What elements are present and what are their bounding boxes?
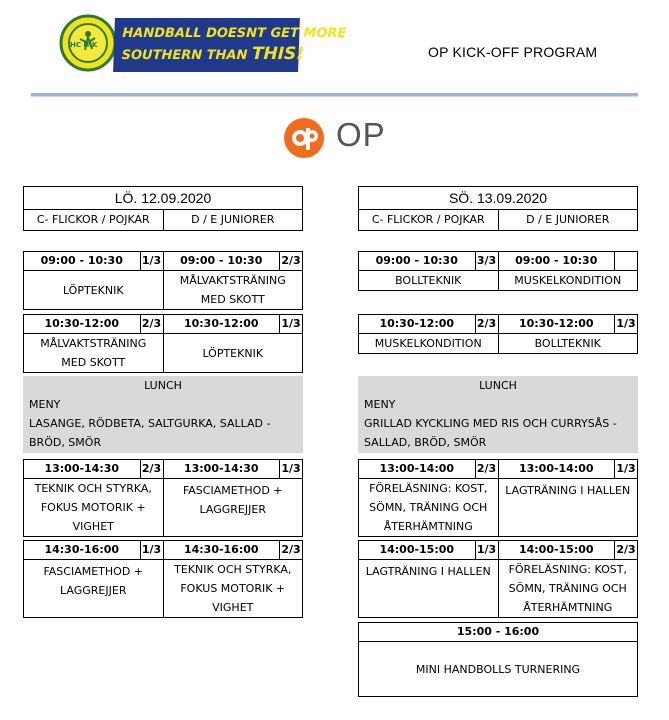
session-time: 10:30-12:00 — [379, 317, 455, 330]
session-cell — [164, 541, 303, 617]
session-num — [614, 252, 637, 270]
lunch-menu-text: GRILLAD KYCKLING MED RIS OCH CURRYSÅS - SALLAD, BRÖD, SMÖR — [364, 417, 617, 449]
session-block — [358, 251, 638, 291]
session-time: 13:00-14:30 — [183, 462, 259, 475]
session-num: 2/3 — [475, 460, 498, 478]
session-cell — [499, 315, 638, 353]
session-block — [23, 314, 303, 373]
session-num: 1/3 — [140, 252, 163, 270]
group-de: D / E JUNIORER — [191, 213, 275, 226]
session-cell — [164, 252, 303, 309]
session-activity: LAGTRÄNING I HALLEN — [505, 484, 631, 497]
op-wordmark: OP — [336, 116, 386, 153]
session-time: 13:00-14:00 — [518, 462, 594, 475]
session-cell — [164, 315, 303, 372]
day-date: LÖ. 12.09.2020 — [24, 187, 302, 210]
day-header — [23, 186, 303, 231]
session-activity: LAGTRÄNING I HALLEN — [365, 565, 491, 578]
session-cell — [24, 252, 164, 309]
session-block — [23, 251, 303, 310]
session-num: 1/3 — [614, 460, 637, 478]
group-c: C- FLICKOR / POJKAR — [24, 210, 164, 230]
club-badge-icon — [58, 12, 116, 74]
session-num: 2/3 — [279, 541, 302, 559]
session-num: 1/3 — [279, 460, 302, 478]
session-time: 09:00 - 10:30 — [515, 254, 598, 267]
page-title: OP KICK-OFF PROGRAM — [428, 44, 598, 60]
session-activity: BOLLTEKNIK — [395, 274, 462, 287]
final-time: 15:00 - 16:00 — [359, 623, 637, 642]
session-num: 3/3 — [475, 252, 498, 270]
session-activity: LÖPTEKNIK — [62, 283, 124, 297]
lunch-title: LUNCH — [144, 379, 182, 392]
session-cell — [24, 460, 164, 536]
day-saturday — [23, 186, 303, 614]
final-session — [358, 622, 638, 697]
session-time: 10:30-12:00 — [183, 317, 259, 330]
session-time: 14:00-15:00 — [518, 543, 594, 556]
lunch-box — [23, 376, 303, 453]
session-cell — [359, 315, 499, 353]
session-activity: FASCIAMETHOD + LAGGREJJER — [43, 565, 144, 597]
lunch-title: LUNCH — [479, 379, 517, 392]
final-activity: MINI HANDBOLLS TURNERING — [415, 662, 581, 676]
session-num: 2/3 — [140, 460, 163, 478]
session-activity: MÅLVAKTSTRÄNING MED SKOTT — [40, 337, 147, 369]
session-time: 09:00 - 10:30 — [375, 254, 458, 267]
session-activity: BOLLTEKNIK — [534, 337, 601, 350]
session-cell — [359, 460, 499, 536]
session-block — [358, 540, 638, 618]
session-cell — [499, 252, 638, 290]
session-cell — [499, 541, 638, 617]
day-header — [358, 186, 638, 231]
session-cell — [359, 541, 499, 617]
session-time: 13:00-14:00 — [379, 462, 455, 475]
slogan-line-1: HANDBALL DOESNT GET MORE — [122, 26, 347, 41]
session-time: 10:30-12:00 — [44, 317, 120, 330]
club-logo — [58, 12, 347, 74]
session-block — [23, 540, 303, 618]
session-activity: TEKNIK OCH STYRKA, FOKUS MOTORIK + VIGHET — [34, 482, 152, 533]
session-num: 1/3 — [140, 541, 163, 559]
group-c: C- FLICKOR / POJKAR — [359, 210, 499, 230]
session-num: 1/3 — [475, 541, 498, 559]
lunch-box — [358, 376, 638, 453]
session-time: 14:00-15:00 — [379, 543, 455, 556]
session-time: 09:00 - 10:30 — [40, 254, 123, 267]
session-time: 13:00-14:30 — [44, 462, 120, 475]
session-num: 1/3 — [614, 315, 637, 333]
session-cell — [359, 252, 499, 290]
day-date: SÖ. 13.09.2020 — [359, 187, 637, 210]
session-num: 2/3 — [140, 315, 163, 333]
session-activity: FASCIAMETHOD + LAGGREJJER — [182, 484, 283, 516]
session-block — [358, 459, 638, 537]
day-sunday — [358, 186, 638, 676]
session-num: 1/3 — [279, 315, 302, 333]
session-activity: MÅLVAKTSTRÄNING MED SKOTT — [179, 274, 286, 306]
slogan-line-2: SOUTHERN THAN THIS! — [121, 44, 305, 64]
session-num: 2/3 — [614, 541, 637, 559]
session-activity: MUSKELKONDITION — [514, 274, 622, 287]
session-cell — [24, 541, 164, 617]
session-num: 2/3 — [279, 252, 302, 270]
group-de: D / E JUNIORER — [526, 213, 610, 226]
lunch-menu-label: MENY — [29, 398, 61, 411]
header-divider — [31, 93, 638, 96]
session-activity: FÖRELÄSNING: KOST, SÖMN, TRÄNING OCH ÅTERHÄMTNING — [369, 482, 488, 533]
group-headers — [359, 210, 637, 230]
session-block — [23, 459, 303, 537]
session-activity: FÖRELÄSNING: KOST, SÖMN, TRÄNING OCH ÅTERHÄMTNING — [508, 563, 627, 614]
session-activity: LÖPTEKNIK — [202, 346, 264, 360]
session-time: 14:30-16:00 — [44, 543, 120, 556]
lunch-menu-text: LASANGE, RÖDBETA, SALTGURKA, SALLAD - BRÖD, SMÖR — [29, 417, 271, 449]
session-time: 10:30-12:00 — [518, 317, 594, 330]
session-num: 2/3 — [475, 315, 498, 333]
session-cell — [164, 460, 303, 536]
session-activity: MUSKELKONDITION — [374, 337, 482, 350]
club-slogan-banner — [113, 18, 347, 72]
group-headers — [24, 210, 302, 230]
session-time: 14:30-16:00 — [183, 543, 259, 556]
session-block — [358, 314, 638, 354]
svg-text:HC HIK: HC HIK — [70, 41, 98, 49]
lunch-menu-label: MENY — [364, 398, 396, 411]
session-activity: TEKNIK OCH STYRKA, FOKUS MOTORIK + VIGHET — [174, 563, 292, 614]
session-time: 09:00 - 10:30 — [180, 254, 263, 267]
session-cell — [499, 460, 638, 536]
session-cell — [24, 315, 164, 372]
